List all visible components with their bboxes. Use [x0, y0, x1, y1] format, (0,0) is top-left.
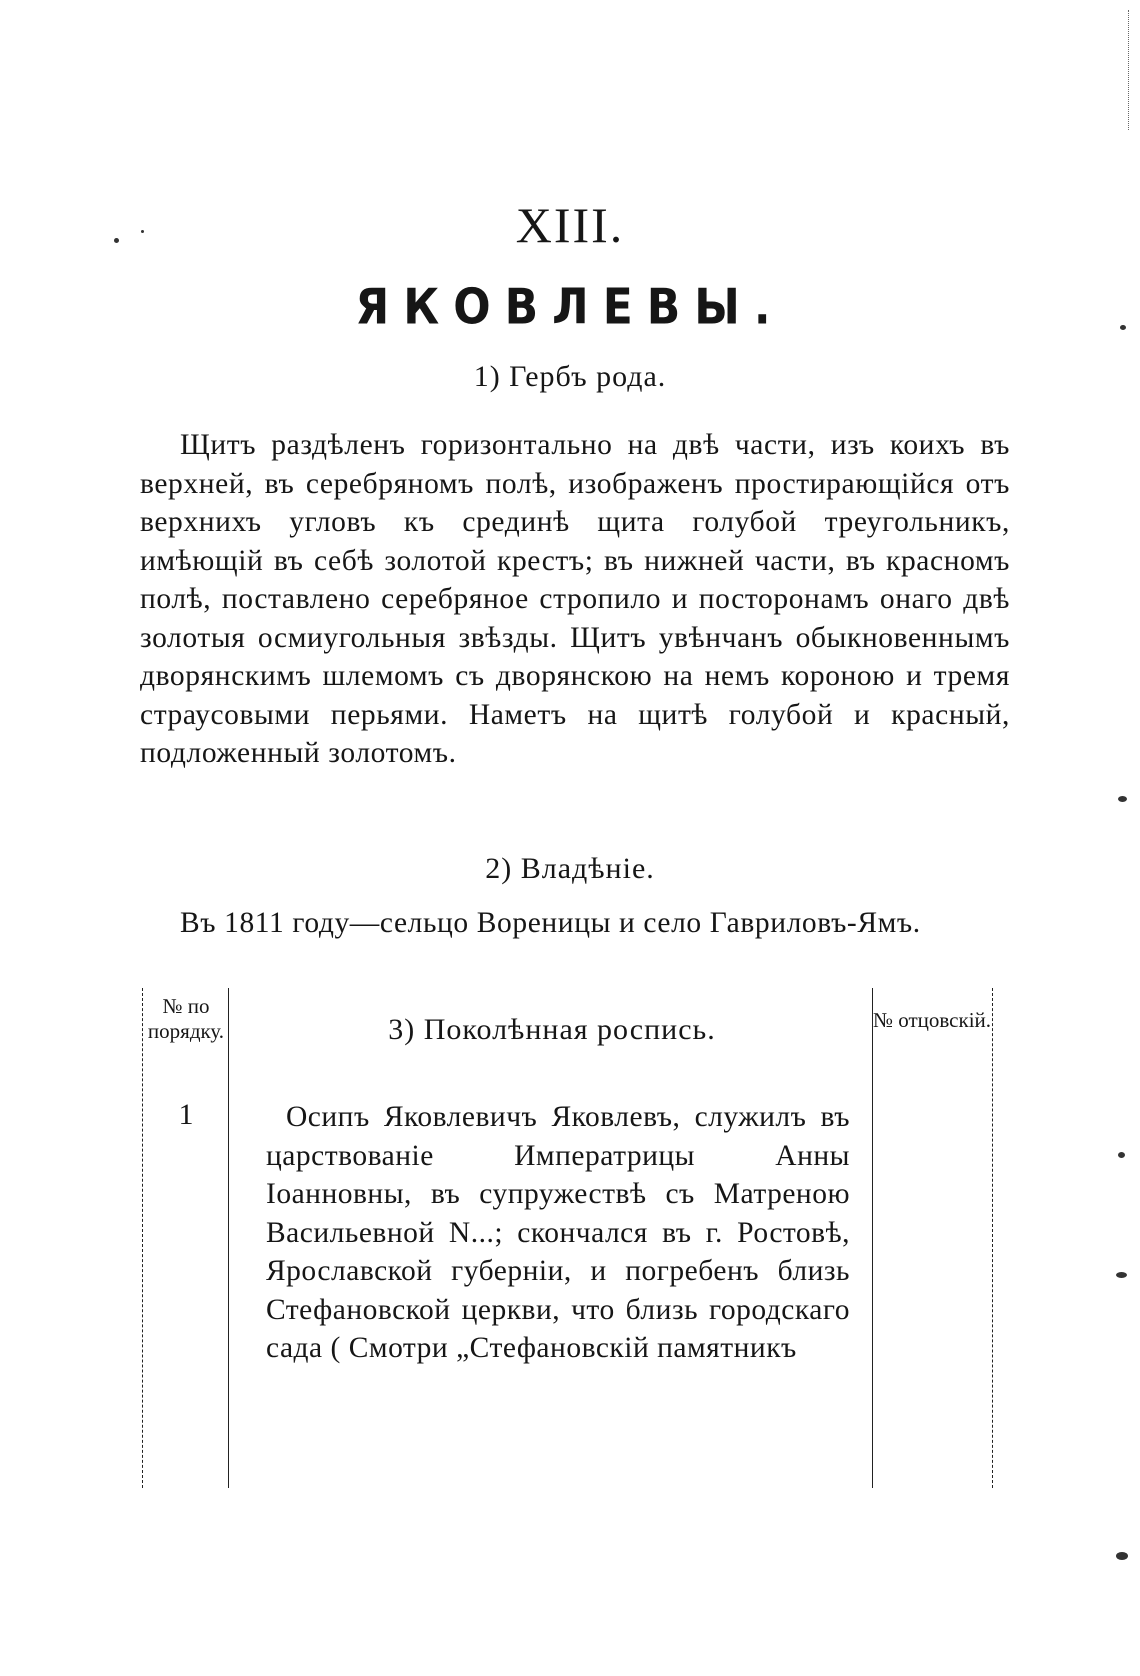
coat-of-arms-description: Щитъ раздѣленъ горизонтально на двѣ части, изъ коихъ въ верхней, въ серебряномъ полѣ, изображенъ простирающійся отъ верхнихъ угловъ къ срединѣ щита голубой треугольникъ, имѣющій въ себѣ золотой крестъ; въ нижней части, въ красномъ полѣ, поставлено серебряное стропило и посторонамъ онаго двѣ золотыя осмиугольныя звѣзды. Щитъ увѣнчанъ обыкновеннымъ дворянскимъ шлемомъ съ дворянскою на немъ короною и тремя страусовыми перьями. Наметъ на щитѣ голубой и красный, подложенный золотомъ.	[140, 429, 1010, 769]
scan-speck	[1120, 325, 1126, 330]
scan-edge-mark	[1128, 10, 1129, 130]
column-header-order-number: № по порядку.	[147, 994, 225, 1043]
table-rule-left-inner	[228, 988, 229, 1488]
scan-speck	[141, 230, 144, 233]
scan-speck	[114, 238, 119, 243]
estates-description: Въ 1811 году—сельцо Вореницы и село Гавриловъ-Ямъ.	[180, 907, 921, 939]
table-rule-right-outer	[992, 988, 993, 1488]
section-heading-coat-of-arms: 1) Гербъ рода.	[473, 360, 667, 393]
column-header-father-number: № отцовскій.	[872, 1008, 992, 1032]
section-heading-genealogy: 3) Поколѣнная роспись.	[388, 1013, 716, 1046]
scan-speck	[1116, 1552, 1128, 1560]
family-name-title: ЯКОВЛЕВЫ.	[355, 278, 785, 337]
scan-speck	[1116, 1272, 1127, 1278]
genealogy-entry-number: 1	[178, 1098, 194, 1131]
scan-speck	[1118, 796, 1127, 802]
genealogy-entry-text: Осипъ Яковлевичъ Яковлевъ, служилъ въ царствованіе Императрицы Анны Іоанновны, въ супружествѣ съ Матреною Васильевной N...; скончался въ г. Ростовѣ, Ярославской губерніи, и погребенъ близь Стефановской церкви, что близь городскаго сада ( Смотри „Стефановскій памятникъ	[266, 1101, 850, 1364]
section-heading-estates: 2) Владѣніе.	[485, 852, 655, 885]
table-rule-right-inner	[872, 988, 873, 1488]
chapter-number: XIII.	[515, 197, 625, 253]
scan-speck	[1118, 1152, 1125, 1158]
table-rule-left-outer	[142, 988, 143, 1488]
